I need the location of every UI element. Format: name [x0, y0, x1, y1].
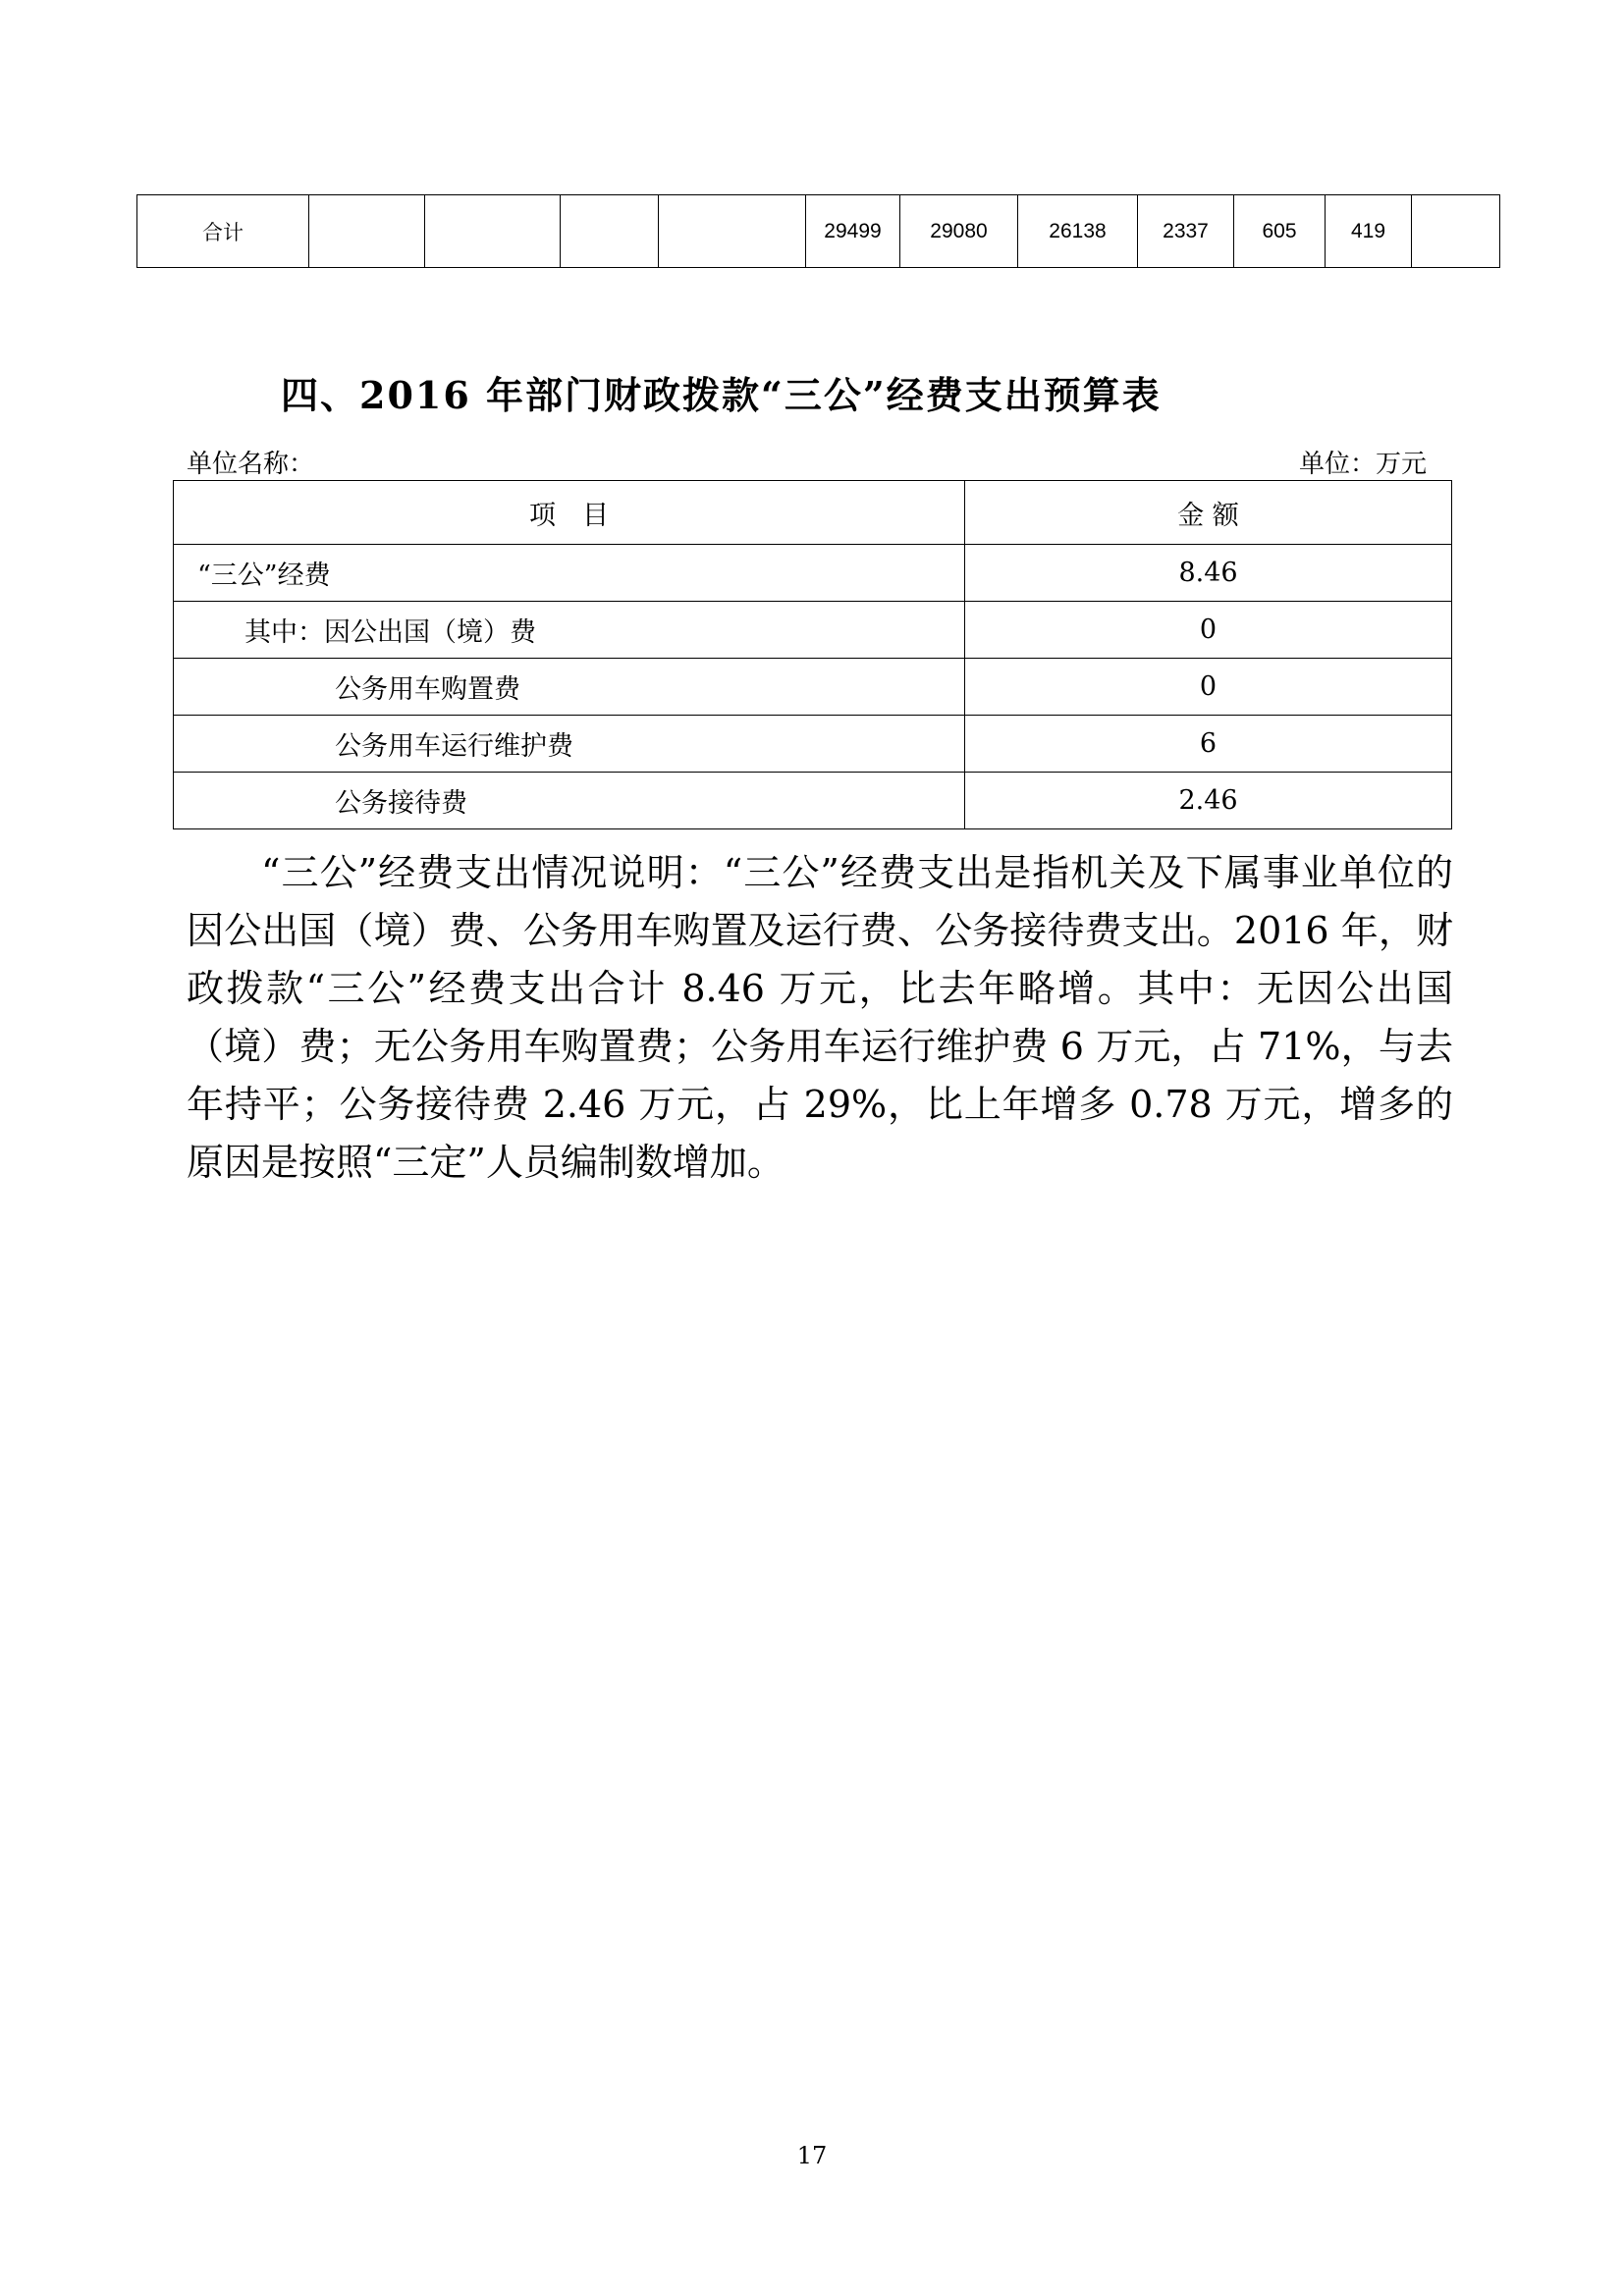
row-item: 其中：因公出国（境）费	[174, 602, 965, 659]
total-cell: 29499	[806, 195, 900, 268]
header-amount: 金 额	[965, 481, 1452, 545]
page-number: 17	[796, 2142, 828, 2169]
total-cell: 29080	[900, 195, 1018, 268]
total-label-cell: 合计	[137, 195, 309, 268]
row-item: 公务用车运行维护费	[174, 716, 965, 773]
total-cell: 419	[1326, 195, 1412, 268]
table-row	[174, 659, 1452, 716]
row-amount: 0	[965, 659, 1452, 716]
total-cell	[425, 195, 561, 268]
budget-table	[173, 480, 1452, 829]
row-amount: 0	[965, 602, 1452, 659]
total-cell: 2337	[1138, 195, 1234, 268]
row-item: “三公”经费	[174, 545, 965, 602]
unit-name-label: 单位名称：	[187, 450, 315, 479]
total-cell: 26138	[1018, 195, 1138, 268]
row-amount: 6	[965, 716, 1452, 773]
row-item: 公务接待费	[174, 773, 965, 829]
table-header-row	[174, 481, 1452, 545]
row-amount: 8.46	[965, 545, 1452, 602]
total-row	[137, 195, 1500, 268]
table-row	[174, 545, 1452, 602]
total-cell	[561, 195, 659, 268]
row-amount: 2.46	[965, 773, 1452, 829]
section-title: 四、2016 年部门财政拨款“三公”经费支出预算表	[281, 373, 1162, 417]
total-cell	[659, 195, 806, 268]
table-row	[174, 602, 1452, 659]
table-row	[174, 773, 1452, 829]
table-row	[174, 716, 1452, 773]
row-item: 公务用车购置费	[174, 659, 965, 716]
total-row-table	[136, 194, 1500, 268]
unit-label: 单位：万元	[1298, 450, 1427, 479]
total-cell	[1412, 195, 1500, 268]
explanation-paragraph: “三公”经费支出情况说明：“三公”经费支出是指机关及下属事业单位的因公出国（境）费、公务用车购置及运行费、公务接待费支出。2016 年，财政拨款“三公”经费支出合计 8.46 万元，比去年略增。其中：无因公出国（境）费；无公务用车购置费；公务用车运行维护费 6 万元，占 71%，与去年持平；公务接待费 2.46 万元，占 29%，比上年增多 0.78 万元，增多的原因是按照“三定”人员编制数增加。	[187, 851, 1453, 1184]
total-cell: 605	[1234, 195, 1326, 268]
header-item: 项 目	[174, 481, 965, 545]
total-cell	[309, 195, 425, 268]
